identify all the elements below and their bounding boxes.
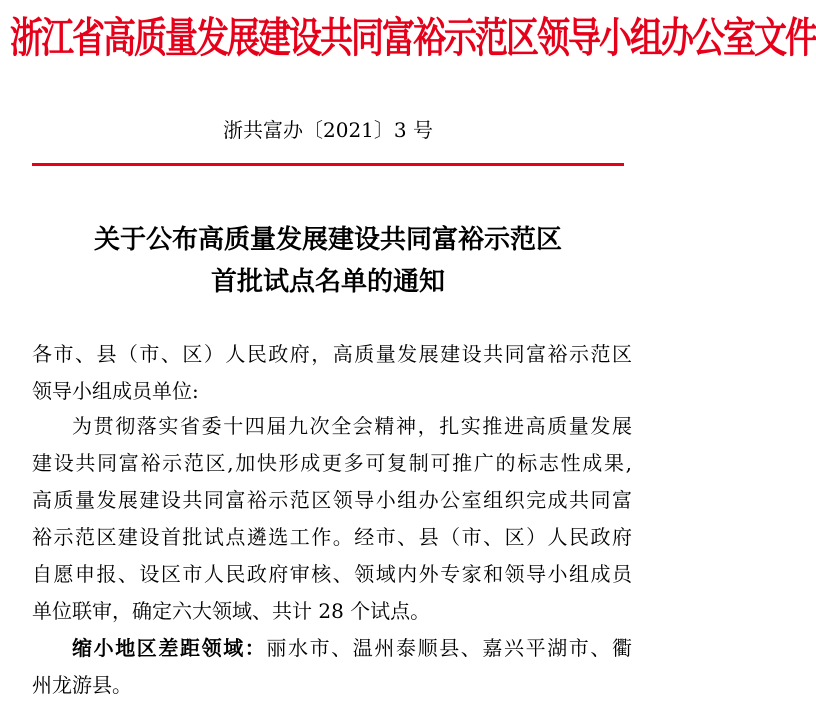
paragraph-1-line: 建设共同富裕示范区,加快形成更多可复制可推广的标志性成果, [32,451,632,475]
notice-title-line-1: 关于公布高质量发展建设共同富裕示范区 [93,225,562,255]
document-number: 浙共富办〔2021〕3 号 [223,118,433,142]
paragraph-1-line: 为贯彻落实省委十四届九次全会精神，扎实推进高质量发展 [72,414,632,438]
section-lead-label: 缩小地区差距领域： [72,636,267,660]
salutation-line-1: 各市、县（市、区）人民政府，高质量发展建设共同富裕示范区 [32,342,632,366]
salutation-line-2: 领导小组成员单位: [32,379,199,403]
paragraph-2 [32,630,632,704]
section-lead-text: 丽水市、温州泰顺县、嘉兴平湖市、衢 [266,636,633,660]
paragraph-2-line-1 [32,630,632,667]
paragraph-1-line: 高质量发展建设共同富裕示范区领导小组办公室组织完成共同富 [32,488,632,512]
red-divider-line [32,163,624,166]
paragraph-1-line: 裕示范区建设首批试点遴选工作。经市、县（市、区）人民政府 [32,525,632,549]
paragraph-1-line: 自愿申报、设区市人民政府审核、领域内外专家和领导小组成员 [32,562,632,586]
paragraph-1-line: 单位联审，确定六大领域、共计 28 个试点。 [32,599,431,623]
org-header-title: 浙江省高质量发展建设共同富裕示范区领导小组办公室文件 [10,13,816,62]
salutation [32,336,632,410]
paragraph-2-line-2: 州龙游县。 [32,673,132,697]
paragraph-1 [32,408,632,630]
notice-title-line-2: 首批试点名单的通知 [210,267,445,297]
